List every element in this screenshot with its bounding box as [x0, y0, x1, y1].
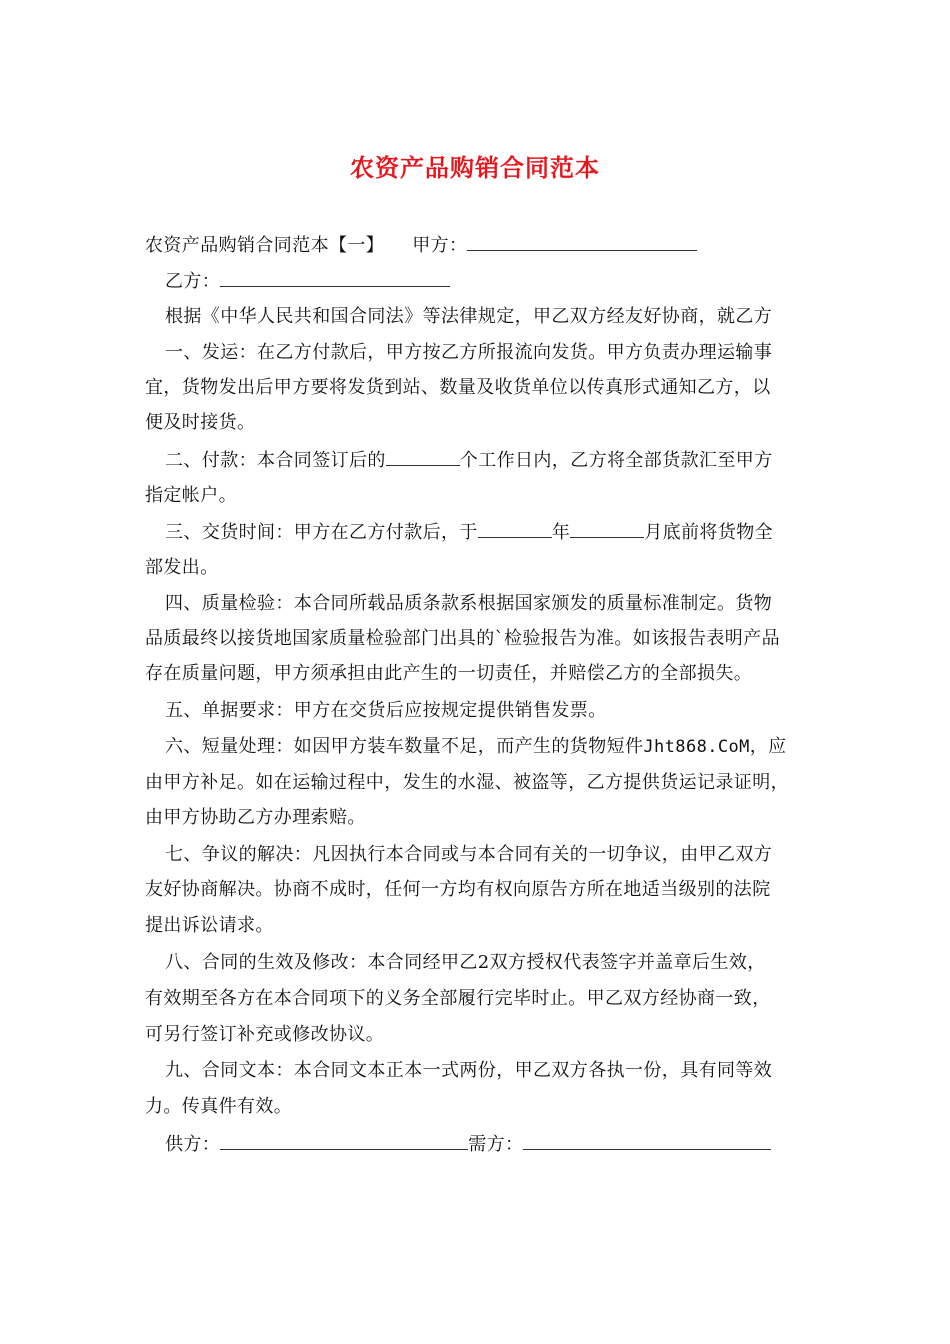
- party-b-line: [165, 269, 450, 294]
- clause-8-line-3: 可另行签订补充或修改协议。: [145, 1024, 385, 1045]
- supplier-label: 供方：: [165, 1134, 221, 1155]
- watermark-code: Jht868.CoM: [643, 737, 750, 757]
- clause-8-line-1: 八、合同的生效及修改：本合同经甲乙2双方授权代表签字并盖章后生效，: [165, 952, 766, 973]
- clause-2-line-2: 指定帐户。: [145, 485, 237, 506]
- clause-1-line-1: 一、发运：在乙方付款后，甲方按乙方所报流向发货。甲方负责办理运输事: [165, 342, 773, 363]
- clause-6-line-2: 由甲方补足。如在运输过程中，发生的水湿、被盗等，乙方提供货运记录证明，: [145, 772, 789, 793]
- buyer-blank: [523, 1132, 771, 1150]
- workdays-blank: [386, 448, 460, 466]
- buyer-label: 需方：: [468, 1134, 524, 1155]
- clause-7-line-1: 七、争议的解决：凡因执行本合同或与本合同有关的一切争议，由甲乙双方: [165, 844, 773, 865]
- page-title: 农资产品购销合同范本: [350, 153, 600, 182]
- clause-2-text-b: 个工作日内，乙方将全部货款汇至甲方: [459, 450, 773, 471]
- clause-3-text-c: 月底前将货物全: [644, 522, 774, 543]
- clause-1-line-2: 宜，货物发出后甲方要将发货到站、数量及收货单位以传真形式通知乙方，以: [145, 377, 771, 398]
- clause-9-line-2: 力。传真件有效。: [145, 1096, 293, 1117]
- clause-3-text-b: 年: [551, 522, 571, 543]
- clause-7-line-3: 提出诉讼请求。: [145, 915, 274, 936]
- clause-1-line-3: 便及时接货。: [145, 412, 256, 433]
- clause-4-line-3: 存在质量问题，甲方须承担由此产生的一切责任，并赔偿乙方的全部损失。: [145, 663, 753, 684]
- party-b-label: 乙方：: [165, 271, 221, 292]
- clause-3-line-2: 部发出。: [145, 557, 219, 578]
- clause-6-line-1: [165, 735, 787, 759]
- clause-7-line-2: 友好协商解决。协商不成时，任何一方均有权向原告方所在地适当级别的法院: [145, 879, 771, 900]
- party-a-label: 甲方：: [412, 235, 468, 256]
- clause-9-line-1: 九、合同文本：本合同文本正本一式两份，甲乙双方各执一份，具有同等效: [165, 1060, 773, 1081]
- clause-4-line-2: 品质最终以接货地国家质量检验部门出具的`检验报告为准。如该报告表明产品: [145, 628, 780, 649]
- clause-4-line-1: 四、质量检验：本合同所载品质条款系根据国家颁发的质量标准制定。货物: [165, 593, 773, 614]
- clause-6-text-a: 六、短量处理：如因甲方装车数量不足，而产生的货物短件: [165, 736, 644, 757]
- supplier-blank: [220, 1132, 468, 1150]
- clause-8-line-2: 有效期至各方在本合同项下的义务全部履行完毕时止。甲乙双方经协商一致，: [145, 988, 771, 1009]
- header-line: [145, 233, 697, 258]
- clause-2-text-a: 二、付款：本合同签订后的: [165, 450, 386, 471]
- month-blank: [570, 520, 644, 538]
- clause-2-line-1: [165, 448, 773, 473]
- signature-line: [165, 1132, 771, 1157]
- clause-3-text-a: 三、交货时间：甲方在乙方付款后，于: [165, 522, 478, 543]
- clause-6-line-3: 由甲方协助乙方办理索赔。: [145, 807, 366, 828]
- intro-paragraph: 根据《中华人民共和国合同法》等法律规定，甲乙双方经友好协商，就乙方: [165, 306, 773, 327]
- doc-label: 农资产品购销合同范本【一】: [145, 235, 385, 256]
- clause-3-line-1: [165, 520, 773, 545]
- party-b-blank: [220, 269, 450, 287]
- year-blank: [478, 520, 552, 538]
- clause-6-text-c: ，应: [749, 736, 787, 757]
- party-a-blank: [467, 233, 697, 251]
- clause-5-line-1: 五、单据要求：甲方在交货后应按规定提供销售发票。: [165, 700, 607, 721]
